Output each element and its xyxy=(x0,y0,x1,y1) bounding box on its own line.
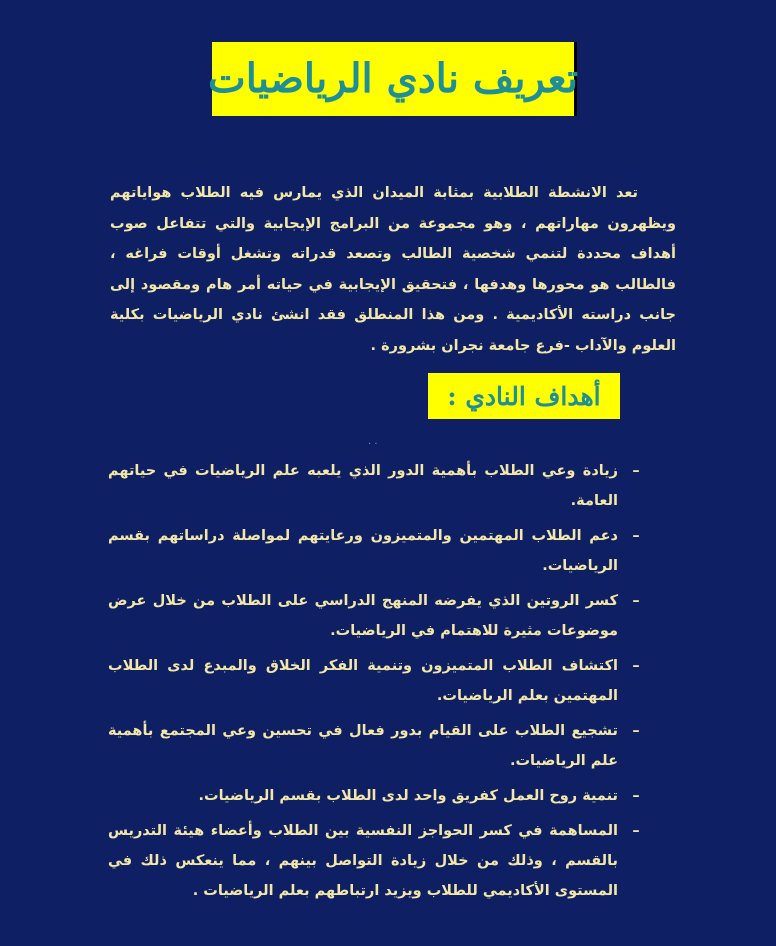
list-item xyxy=(108,651,644,711)
bullet-dash-icon: – xyxy=(632,593,640,609)
goal-text: تشجيع الطلاب على القيام بدور فعال في تحسين وعي المجتمع بأهمية علم الرياضيات. xyxy=(108,723,618,769)
bullet-dash-icon: – xyxy=(632,723,640,739)
list-item xyxy=(108,456,644,516)
goal-text: المساهمة في كسر الحواجز النفسية بين الطلاب وأعضاء هيئة التدريس بالقسم ، وذلك من خلال زيادة التواصل بينهم ، مما ينعكس ذلك في المستوى الأكاديمي للطلاب ويزيد ارتباطهم بعلم الرياضيات . xyxy=(108,823,618,899)
list-item xyxy=(108,586,644,646)
bullet-dash-icon: – xyxy=(632,463,640,479)
separator-dots: . . xyxy=(368,436,378,447)
intro-paragraph: تعد الانشطة الطلابية بمثابة الميدان الذي يمارس فيه الطلاب هواياتهم ويظهرون مهاراتهم ، وهو مجموعة من البرامج الإيجابية والتي تتفاعل صوب أهداف محددة لتنمي شخصية الطالب وتصعد قدراته وتشغل أوقات فراغه ، فالطالب هو محورها وهدفها ، فتحقيق الإيجابية في حياته أمر هام ومقصود إلى جانب دراسته الأكاديمية . ومن هذا المنطلق فقد انشئ نادي الرياضيات بكلية العلوم والآداب -فرع جامعة نجران بشرورة . xyxy=(110,185,676,354)
title-banner xyxy=(208,42,578,116)
page-title: تعريف نادي الرياضيات xyxy=(208,55,578,102)
goal-text: تنمية روح العمل كفريق واحد لدى الطلاب بقسم الرياضيات. xyxy=(198,788,618,804)
goal-text: دعم الطلاب المهتمين والمتميزون ورعايتهم لمواصلة دراساتهم بقسم الرياضيات. xyxy=(108,528,618,574)
goals-heading-banner xyxy=(428,373,620,419)
goal-text: زيادة وعي الطلاب بأهمية الدور الذي يلعبه علم الرياضيات في حياتهم العامة. xyxy=(108,463,618,509)
goal-text: كسر الروتين الذي يفرضه المنهج الدراسي على الطلاب من خلال عرض موضوعات مثيرة للاهتمام في الرياضيات. xyxy=(108,593,618,639)
list-item xyxy=(108,521,644,581)
list-item xyxy=(108,716,644,776)
bullet-dash-icon: – xyxy=(632,528,640,544)
list-item xyxy=(108,816,644,906)
bullet-dash-icon: – xyxy=(632,823,640,839)
goals-heading: أهداف النادي : xyxy=(447,381,601,411)
bullet-dash-icon: – xyxy=(632,658,640,674)
bullet-dash-icon: – xyxy=(632,788,640,804)
goal-text: اكتشاف الطلاب المتميزون وتنمية الفكر الخلاق والمبدع لدى الطلاب المهتمين بعلم الرياضيات. xyxy=(108,658,618,704)
goals-list xyxy=(108,456,644,911)
list-item xyxy=(108,781,644,811)
